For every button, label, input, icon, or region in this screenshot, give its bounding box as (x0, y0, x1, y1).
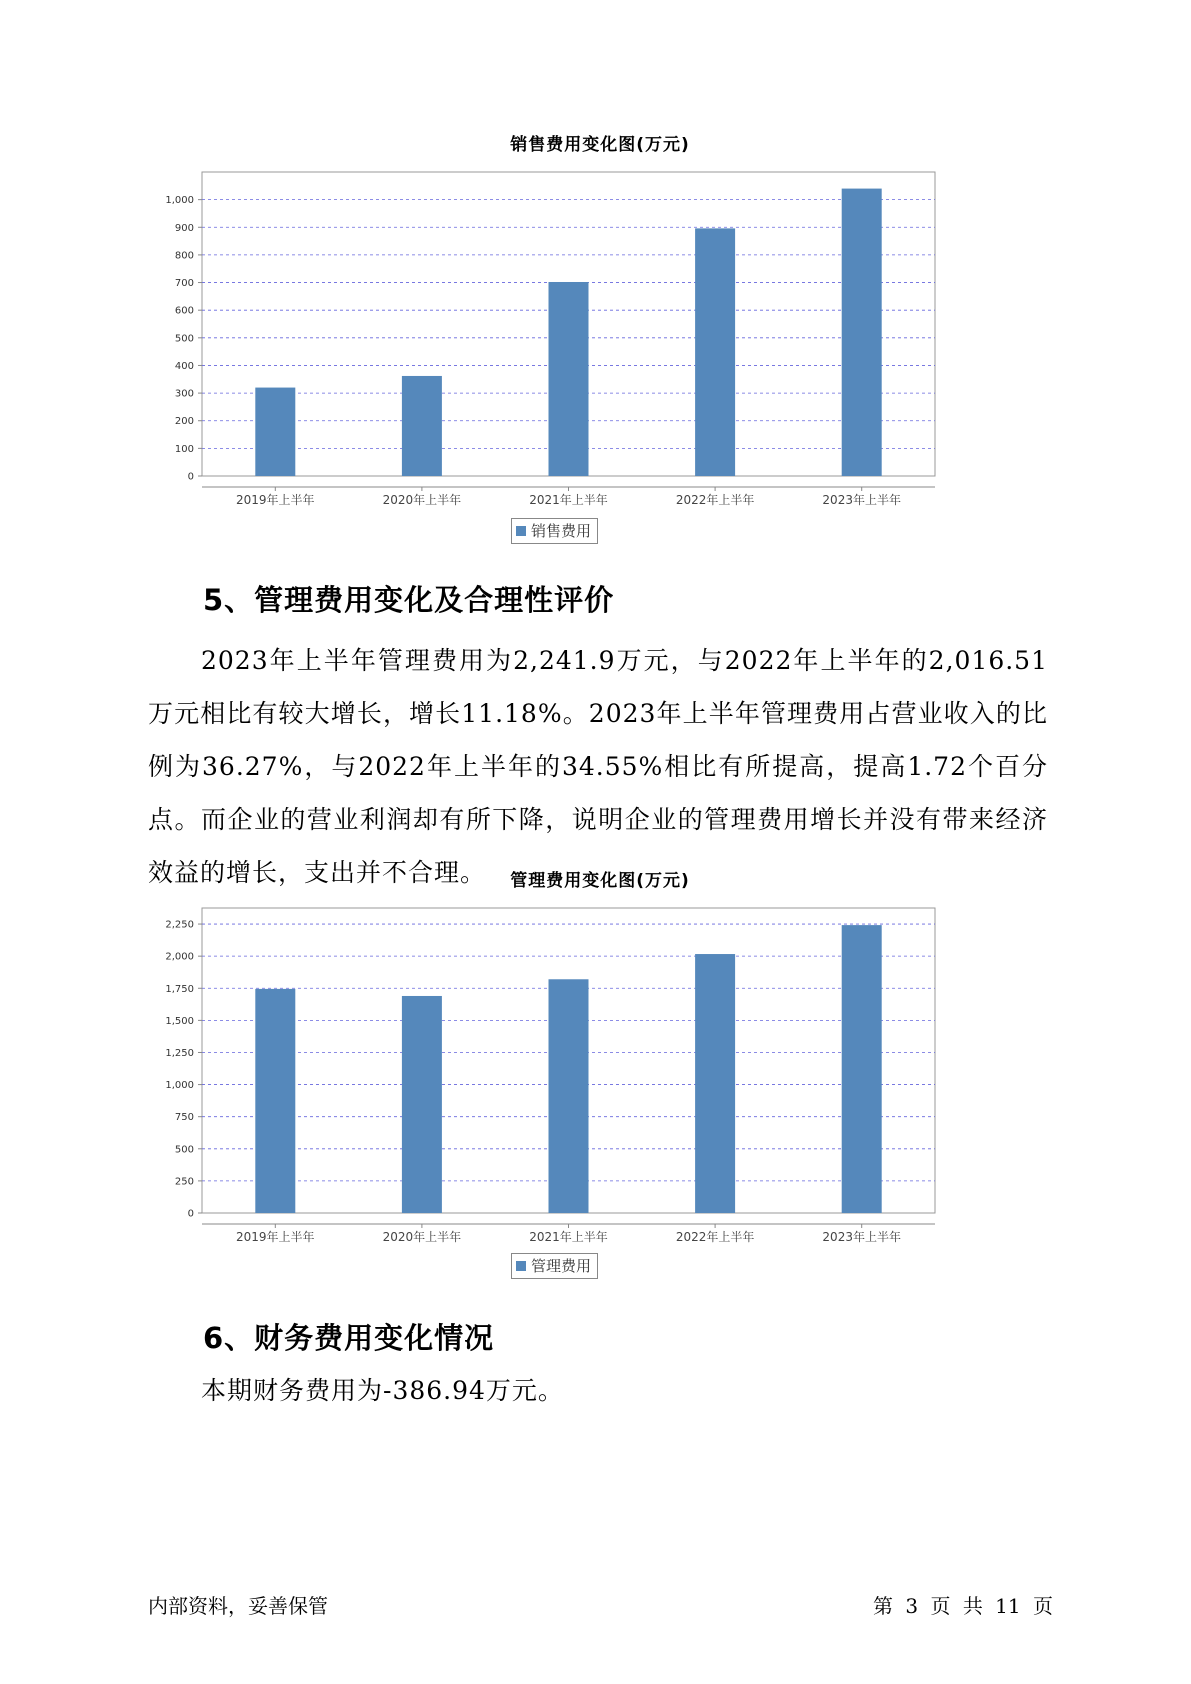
legend-swatch (516, 1261, 526, 1271)
y-tick-label: 2,000 (165, 951, 194, 963)
section-6-heading: 6、财务费用变化情况 (203, 1321, 495, 1355)
footer-page-number: 第 3 页 共 11 页 (873, 1594, 1053, 1618)
chart-legend (511, 1253, 598, 1279)
x-tick-label: 2023年上半年 (822, 1230, 901, 1244)
y-tick-label: 900 (174, 222, 194, 234)
legend-label: 销售费用 (531, 522, 592, 540)
sales-expense-chart (165, 130, 1030, 550)
bar (402, 376, 442, 476)
legend-label: 管理费用 (531, 1257, 592, 1275)
chart-title: 管理费用变化图(万元) (510, 871, 690, 891)
y-tick-label: 600 (174, 305, 194, 317)
bar (695, 228, 735, 476)
bar (255, 388, 295, 476)
y-tick-label: 750 (174, 1112, 194, 1124)
chart-legend (511, 518, 598, 544)
y-tick-label: 0 (187, 471, 194, 483)
section-6-paragraph: 本期财务费用为-386.94万元。 (201, 1376, 564, 1405)
y-tick-label: 0 (187, 1208, 194, 1220)
y-tick-label: 300 (174, 388, 194, 400)
x-tick-label: 2023年上半年 (822, 493, 901, 507)
bar (255, 989, 295, 1213)
x-tick-label: 2021年上半年 (529, 1230, 608, 1244)
chart-title: 销售费用变化图(万元) (510, 135, 690, 155)
x-tick-label: 2022年上半年 (675, 493, 755, 507)
y-tick-label: 1,500 (165, 1015, 194, 1027)
section-5-paragraph: 2023年上半年管理费用为2,241.9万元，与2022年上半年的2,016.51万元相比有较大增长，增长11.18%。2023年上半年管理费用占营业收入的比例为36.27%，与2022年上半年的34.55%相比有所提高，提高1.72个百分点。而企业的营业利润却有所下降，说明企业的管理费用增长并没有带来经济效益的增长，支出并不合理。 (148, 646, 1048, 887)
x-tick-label: 2020年上半年 (382, 1230, 462, 1244)
y-tick-label: 1,750 (165, 983, 194, 995)
chart-plot (165, 130, 1030, 550)
chart-plot (165, 866, 1030, 1296)
bar (549, 979, 589, 1213)
y-tick-label: 800 (174, 250, 194, 262)
footer-confidential: 内部资料，妥善保管 (148, 1594, 328, 1618)
bar (842, 189, 882, 476)
y-tick-label: 1,250 (165, 1047, 194, 1059)
x-tick-label: 2022年上半年 (675, 1230, 755, 1244)
y-tick-label: 1,000 (165, 195, 194, 207)
x-tick-label: 2019年上半年 (236, 1230, 315, 1244)
admin-expense-chart (165, 866, 1030, 1296)
y-tick-label: 250 (174, 1176, 194, 1188)
x-tick-label: 2019年上半年 (236, 493, 315, 507)
bar (842, 925, 882, 1213)
y-tick-label: 500 (174, 1144, 194, 1156)
y-tick-label: 1,000 (165, 1080, 194, 1092)
y-tick-label: 700 (174, 278, 194, 290)
x-tick-label: 2021年上半年 (529, 493, 608, 507)
bar (402, 996, 442, 1213)
section-5-heading: 5、管理费用变化及合理性评价 (203, 583, 615, 617)
x-tick-label: 2020年上半年 (382, 493, 462, 507)
bar (695, 954, 735, 1213)
bar (549, 282, 589, 476)
y-tick-label: 2,250 (165, 919, 194, 931)
legend-swatch (516, 526, 526, 536)
y-tick-label: 100 (174, 443, 194, 455)
y-tick-label: 500 (174, 333, 194, 345)
y-tick-label: 400 (174, 360, 194, 372)
y-tick-label: 200 (174, 416, 194, 428)
